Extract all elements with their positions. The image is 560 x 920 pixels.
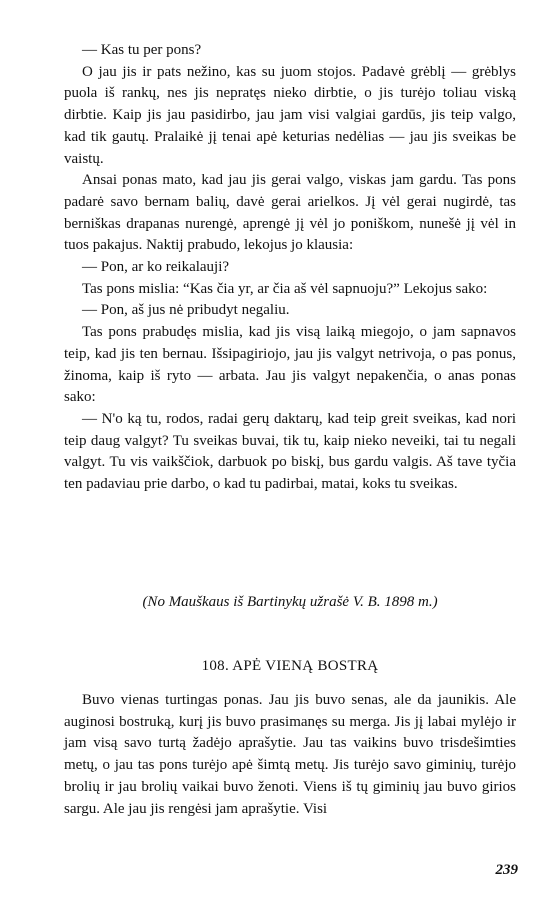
paragraph: Ansai ponas mato, kad jau jis gerai valgo, viskas jam gardu. Tas pons padarė savo bernam balių, davė gerai arielkos. Jį vėl gerai nugirdė, tas berniškas drapanas nurengė, aprengė jį vėl jo poniškom, nunešė jį vėl in tuos pakajus. Naktij prabudo, lekojus jo klausia:: [64, 172, 516, 254]
paragraph: Tas pons mislia: “Kas čia yr, ar čia aš vėl sapnuoju?” Lekojus sako:: [82, 280, 488, 297]
paragraph: Buvo vienas turtingas ponas. Jau jis buvo senas, ale da jaunikis. Ale auginosi bostruką, kurį jis buvo prasimanęs su merga. Jis jį labai mylėjo ir jam visą savo turtą žadėjo aprašytie. Jau tas vaikins buvo trisdešimties metų, o jau tas pons turėjo apė šimtą metų. Jis turėjo savo giminių, turėjo brolių ir jau brolių vaikai buvo ženoti. Viens iš tų giminių jau buvo girios sargu. Ale jau jis rengėsi jam aprašytie. Visi: [64, 692, 516, 817]
story-heading: 108. APĖ VIENĄ BOSTRĄ: [201, 658, 379, 674]
paragraph: Tas pons prabudęs mislia, kad jis visą laiką miegojo, o jam sapnavos teip, kad jis ten bernau. Išsipagiriojo, jau jis valgyt netrivoja, o pas ponus, žinoma, kaip iš ryto — arbata. Jau jis valgyt nepakenčia, o anas ponas sako:: [64, 324, 516, 406]
story-continuation: [64, 40, 516, 496]
paragraph: — Pon, ar ko reikalauji?: [82, 259, 230, 276]
page-number: 239: [495, 862, 518, 878]
paragraph: — N'o ką tu, rodos, radai gerų daktarų, kad teip greit sveikas, kad nori teip daug valgyt? Tu sveikas buvai, tik tu, kaip nieko neveiki, tai tu negali valgyt. Tu vis vaikščiok, darbuok po biskį, bus gardu valgis. Aš tave tyčia ten padaviau prie darbo, o kad tu padirbai, matai, koks tu sveikas.: [64, 410, 516, 493]
paragraph: — Pon, aš jus nė pribudyt negaliu.: [82, 302, 290, 319]
paragraph: O jau jis ir pats nežino, kas su juom stojos. Padavė grėblį — grėblys puola iš rankų, nes jis nepratęs nieko dirbtie, o jis turėjo toliau viską dirbtie. Kaip jis jau pasidirbo, jau jam visi valgiai gardūs, jis teip valgo, kad tik gautų. Pralaikė jį tenai apė keturias nedėlias — jau jis sveikas be vaistų.: [64, 63, 516, 167]
source-note: (No Mauškaus iš Bartinykų užrašė V. B. 1898 m.): [142, 594, 438, 610]
paragraph: — Kas tu per pons?: [82, 42, 202, 58]
story-body: [64, 690, 516, 820]
